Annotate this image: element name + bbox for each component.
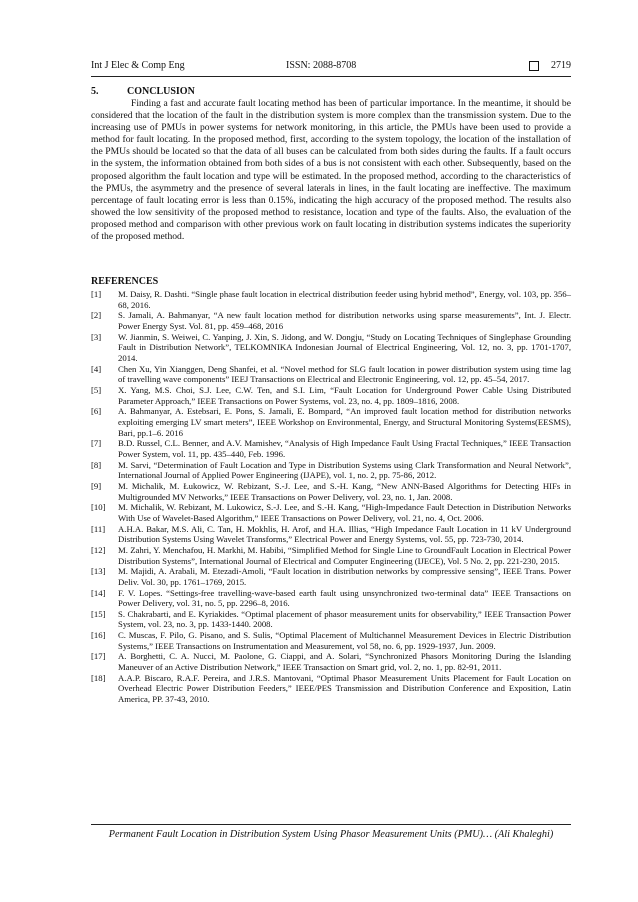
reference-text: F. V. Lopes. “Settings-free travelling-wave-based earth fault using unsynchronized two-terminal data” IEEE Transactions on Power Delivery, vol. 31, no. 5, pp. 2296–8, 2016. bbox=[118, 587, 571, 609]
reference-number: [13] bbox=[91, 566, 106, 577]
reference-number: [16] bbox=[91, 630, 106, 641]
reference-text: M. Zahri, Y. Menchafou, H. Markhi, M. Habibi, “Simplified Method for Single Line to GroundFault Location in Electrical Power Distribution Systems”, International Journal of Electrical and Computer Engineering (IJECE), Vol. 5 No. 2, pp. 221-230, 2015. bbox=[118, 544, 571, 566]
issn: ISSN: 2088-8708 bbox=[286, 60, 357, 71]
reference-text: A.H.A. Bakar, M.S. Ali, C. Tan, H. Mokhlis, H. Arof, and H.A. Illias, “High Impedance Fault Location in 11 kV Underground Distribution Systems Using Wavelet Transforms,” Electrical Power and Energy Systems, vol. 55, pp. 723-730, 2014. bbox=[118, 523, 571, 545]
reference-item bbox=[91, 481, 571, 502]
square-icon bbox=[529, 61, 539, 71]
reference-number: [5] bbox=[91, 385, 102, 396]
reference-text: M. Daisy, R. Dashti. “Single phase fault location in electrical distribution feeder using hybrid method”, Energy, vol. 103, pp. 356–68, 2016. bbox=[118, 289, 571, 310]
reference-text: A.A.P. Biscaro, R.A.F. Pereira, and J.R.S. Mantovani, “Optimal Phasor Measurement Units Placement for Fault Location on Overhead Electric Power Distribution Feeders,” IEEE/PES Transmission and Distribution Conference and Exposition, Latin America, PP. 37-43, 2010. bbox=[118, 672, 571, 705]
reference-number: [11] bbox=[91, 523, 106, 534]
reference-item bbox=[91, 673, 571, 705]
reference-text: Chen Xu, Yin Xianggen, Deng Shanfei, et al. “Novel method for SLG fault location in power distribution system using time lag of travelling wave components” IEEJ Transactions on Electrical and Electronic Engineering, vol. 12, pp. 45–54, 2017. bbox=[118, 363, 571, 385]
reference-item bbox=[91, 364, 571, 385]
reference-text: M. Michalik, W. Rebizant, M. Lukowicz, S.-J. Lee, and S.-H. Kang, “High-Impedance Fault Detection in Distribution Networks With Use of Wavelet-Based Algorithm,” IEEE Transactions on Power Delivery, vol. 21, no. 4, Oct. 2006. bbox=[118, 502, 571, 523]
reference-number: [4] bbox=[91, 363, 102, 374]
page-number: 2719 bbox=[551, 60, 571, 71]
reference-text: W. Jianmin, S. Weiwei, C. Yanping, J. Xin, S. Jidong, and W. Dongju, “Study on Locating Techniques of Singlephase Grounding Fault in Distribution Network”, TELKOMNIKA Indonesian Journal of Electrical Engineering, Vol. 12, no. 3, pp. 1701-1707, 2014. bbox=[118, 331, 571, 364]
reference-item bbox=[91, 566, 571, 587]
reference-item bbox=[91, 332, 571, 364]
reference-item bbox=[91, 524, 571, 545]
section-number: 5. bbox=[91, 86, 99, 97]
reference-number: [14] bbox=[91, 587, 106, 598]
reference-item bbox=[91, 406, 571, 438]
running-footer: Permanent Fault Location in Distribution System Using Phasor Measurement Units (PMU)… (Ali Khaleghi) bbox=[91, 824, 571, 840]
reference-number: [7] bbox=[91, 438, 102, 449]
reference-item bbox=[91, 438, 571, 459]
reference-item bbox=[91, 385, 571, 406]
page-number-group bbox=[529, 60, 571, 71]
reference-number: [18] bbox=[91, 672, 106, 683]
reference-number: [12] bbox=[91, 544, 106, 555]
reference-text: M. Sarvi, “Determination of Fault Location and Type in Distribution Systems using Clark Transformation and Neural Network”, International Journal of Applied Power Engineering (IJAPE), vol. 1, no. 2, pp. 75-86, 2012. bbox=[118, 459, 571, 481]
reference-number: [6] bbox=[91, 406, 102, 417]
reference-item bbox=[91, 289, 571, 310]
reference-text: A. Bahmanyar, A. Estebsari, E. Pons, S. Jamali, E. Bompard, “An improved fault location method for distribution networks exploiting emerging LV smart meters”, IEEE Workshop on Environmental, Energy, and Structural Monitoring Systems(EESMS), Bari, pp.1–6. 2016 bbox=[118, 406, 571, 438]
reference-text: X. Yang, M.S. Choi, S.J. Lee, C.W. Ten, and S.I. Lim, “Fault Location for Underground Power Cable Using Distributed Parameter Approach,” IEEE Transactions on Power Systems, vol. 23, no. 4, pp. 1809–1816, 2008. bbox=[118, 385, 571, 406]
reference-item bbox=[91, 588, 571, 609]
reference-number: [15] bbox=[91, 608, 106, 619]
reference-text: S. Jamali, A. Bahmanyar, “A new fault location method for distribution networks using sparse measurements”, Int. J. Electr. Power Energy Syst. Vol. 81, pp. 459–468, 2016 bbox=[118, 310, 571, 332]
reference-text: C. Muscas, F. Pilo, G. Pisano, and S. Sulis, “Optimal Placement of Multichannel Measurement Devices in Electric Distribution Systems,” IEEE Transactions on Instrumentation and Measurement, vol 58, no. 6, pp. 1929-1937, Jun. 2009. bbox=[118, 630, 571, 651]
reference-number: [9] bbox=[91, 480, 102, 491]
reference-item bbox=[91, 651, 571, 672]
reference-text: M. Majidi, A. Arabali, M. Etezadi-Amoli, “Fault location in distribution networks by compressive sensing”, IEEE Trans. Power Deliv. Vol. 30, pp. 1761–1769, 2015. bbox=[118, 566, 571, 587]
section-title: CONCLUSION bbox=[127, 86, 195, 97]
reference-item bbox=[91, 502, 571, 523]
conclusion-paragraph: Finding a fast and accurate fault locating method has been of particular importance. In the meantime, it should be considered that the location of the fault in the distribution system is more complex than the transmission system. Due to the increasing use of PMUs in power systems for network monitoring, in this article, the PMUs have been used to provide a method for fault locating. In the proposed method, first, according to the system topology, the location of the installation of the PMUs should be located so that the data of all buses can be calculated from both sides during the faults. If a fault occurs in the system, the information obtained from both sides of a bus is not consistent with each other. Subsequently, based on the proposed algorithm the fault location and type will be estimated. In the proposed method, according to the characteristics of the PMUs, the asymmetry and the presence of several laterals in lines, in the fault locating are ineffective. The maximum percentage of fault locating error is less than 0.15%, indicating the high accuracy of the proposed method. The results also showed the low sensitivity of the proposed method to resistance, location and type of the faults. Also, the evaluation of the proposed method and comparison with other previous work on fault locating in distribution systems indicates the superiority of the proposed method. bbox=[91, 98, 571, 243]
reference-number: [2] bbox=[91, 310, 102, 321]
reference-text: M. Michalik, M. Łukowicz, W. Rebizant, S.-J. Lee, and S.-H. Kang, “New ANN-Based Algorithms for Detecting HIFs in Multigrounded MV Networks,” IEEE Transactions on Power Delivery, vol. 23, no. 1, Jan. 2008. bbox=[118, 480, 571, 502]
reference-number: [8] bbox=[91, 459, 102, 470]
reference-item bbox=[91, 460, 571, 481]
reference-text: S. Chakrabarti, and E. Kyriakides. “Optimal placement of phasor measurement units for observability,” IEEE Transaction Power System, vol. 23, no. 3, pp. 1433-1440. 2008. bbox=[118, 608, 571, 630]
reference-text: B.D. Russel, C.L. Benner, and A.V. Mamishev, “Analysis of High Impedance Fault Using Fractal Techniques,” IEEE Transaction Power System, vol. 11, pp. 435–440, Feb. 1996. bbox=[118, 438, 571, 459]
reference-number: [17] bbox=[91, 651, 106, 662]
reference-list bbox=[91, 289, 571, 705]
reference-number: [10] bbox=[91, 502, 106, 513]
reference-text: A. Borghetti, C. A. Nucci, M. Paolone, G. Ciappi, and A. Solari, “Synchronized Phasors Monitoring During the Islanding Maneuver of an Active Distribution Network,” IEEE Transaction on Smart grid, vol. 2, no. 1, pp. 82-91, 2011. bbox=[118, 651, 571, 673]
journal-name: Int J Elec & Comp Eng bbox=[91, 60, 185, 71]
reference-item bbox=[91, 545, 571, 566]
reference-item bbox=[91, 310, 571, 331]
reference-number: [3] bbox=[91, 331, 102, 342]
reference-item bbox=[91, 630, 571, 651]
running-header bbox=[91, 60, 571, 77]
reference-number: [1] bbox=[91, 289, 102, 300]
references-heading: REFERENCES bbox=[91, 276, 159, 288]
section-heading bbox=[91, 85, 571, 98]
reference-item bbox=[91, 609, 571, 630]
main-content bbox=[91, 85, 571, 705]
